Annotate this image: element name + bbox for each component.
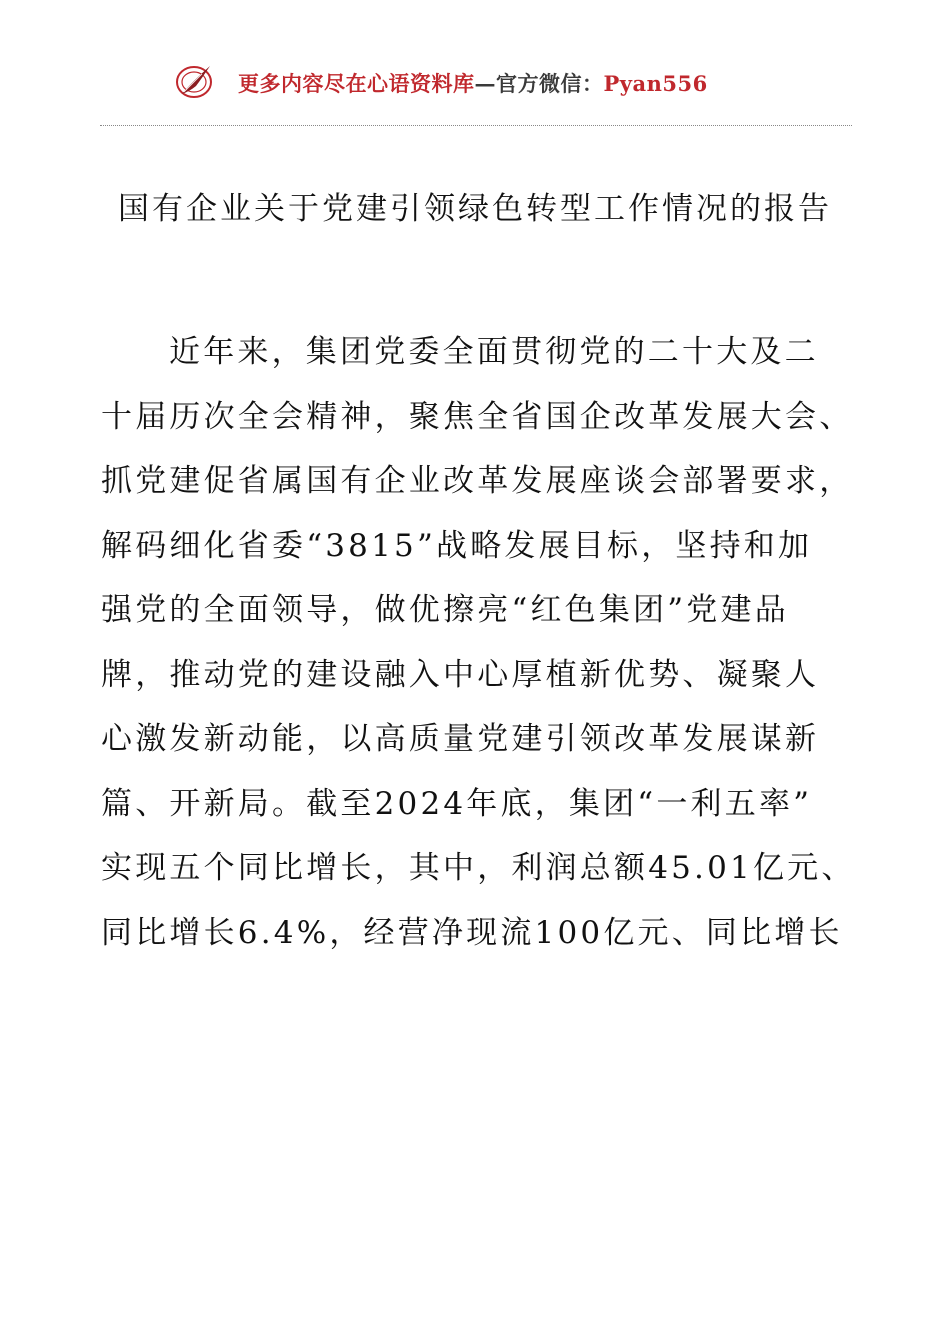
document-body	[101, 320, 861, 965]
document-title: 国有企业关于党建引领绿色转型工作情况的报告	[118, 191, 832, 227]
wechat-label: 官方微信：	[496, 71, 604, 96]
header-divider	[100, 125, 852, 126]
quill-pen-logo-icon	[172, 60, 218, 102]
body-line: 十届历次全会精神，聚焦全省国企改革发展大会、	[101, 398, 854, 435]
header-dash: —	[474, 71, 496, 96]
body-line: 实现五个同比增长，其中，利润总额45.01亿元、	[101, 850, 856, 886]
body-line: 强党的全面领导，做优擦亮“红色集团”党建品	[101, 592, 789, 628]
body-line: 篇、开新局。截至2024年底，集团“一利五率”	[101, 785, 813, 822]
header-banner-text	[238, 68, 708, 98]
body-line: 同比增长6.4%，经营净现流100亿元、同比增长	[101, 914, 843, 951]
page-header	[0, 56, 950, 106]
body-line: 心激发新动能，以高质量党建引领改革发展谋新	[101, 721, 820, 757]
body-line: 牌，推动党的建设融入中心厚植新优势、凝聚人	[101, 656, 820, 693]
brand-text: 更多内容尽在心语资料库	[238, 71, 475, 96]
body-line: 解码细化省委“3815”战略发展目标，坚持和加	[101, 527, 813, 564]
body-line: 近年来，集团党委全面贯彻党的二十大及二	[169, 334, 819, 370]
body-line: 抓党建促省属国有企业改革发展座谈会部署要求，	[101, 463, 854, 499]
wechat-id: Pyan556	[603, 71, 708, 96]
